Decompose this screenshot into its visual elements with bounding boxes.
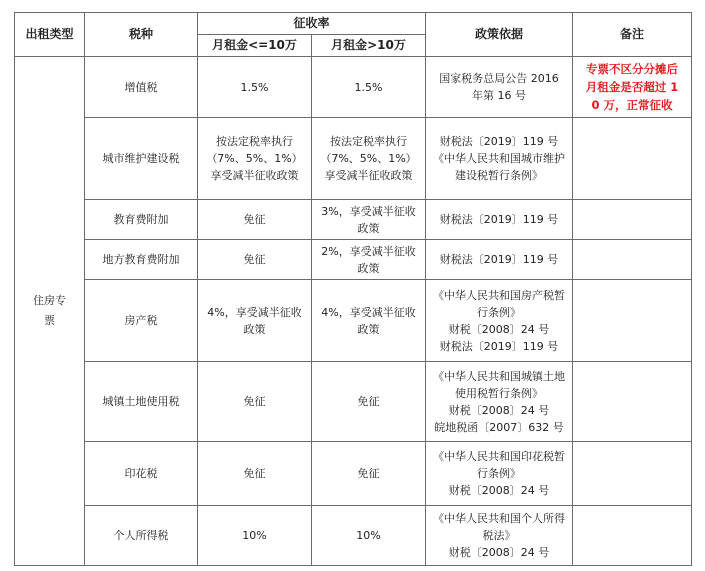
basis-line: 《中华人民共和国房产税暂行条例》 [433,288,566,319]
header-rate: 征收率 [198,13,426,35]
basis-cell [426,506,573,566]
rate-low-cell: 免征 [198,200,312,240]
basis-line: 财税法〔2019〕119 号 [439,213,559,226]
basis-line: 《中华人民共和国印花税暂行条例》 [433,450,566,480]
rate-low-cell: 免征 [198,362,312,442]
header-rate-high: 月租金>10万 [312,35,426,57]
remark-empty-cell [573,442,692,506]
header-row [15,13,692,35]
rate-high-cell: 1.5% [312,57,426,118]
basis-cell [426,280,573,362]
rate-low-cell: 4%，享受减半征收政策 [198,280,312,362]
basis-line: 财税法〔2019〕119 号 [439,135,559,148]
basis-line: 《中华人民共和国城市维护建设税暂行条例》 [433,152,566,182]
basis-line: 财税〔2008〕24 号 [448,322,550,336]
header-tax-type: 税种 [85,13,198,57]
remark-empty-cell [573,506,692,566]
rate-high-cell: 10% [312,506,426,566]
basis-line: 财税〔2008〕24 号 [448,484,550,497]
header-rate-low: 月租金<=10万 [198,35,312,57]
header-remark: 备注 [573,13,692,57]
remark-empty-cell [573,118,692,200]
rate-high-cell: 按法定税率执行（7%、5%、1%）享受减半征收政策 [312,118,426,200]
table-row [15,57,692,118]
rate-high-cell: 免征 [312,442,426,506]
rate-low-cell: 免征 [198,240,312,280]
table-row [15,240,692,280]
remark-empty-cell [573,200,692,240]
basis-cell [426,57,573,118]
category-cell: 住房专票 [15,57,85,566]
rate-high-cell: 免征 [312,362,426,442]
tax-cell: 地方教育费附加 [85,240,198,280]
remark-cell: 专票不区分分摊后月租金是否超过 10 万，正常征收 [573,57,692,118]
basis-line: 皖地税函〔2007〕632 号 [434,420,564,434]
basis-cell [426,118,573,200]
rate-high-cell: 3%，享受减半征收政策 [312,200,426,240]
rate-high-cell: 2%，享受减半征收政策 [312,240,426,280]
tax-cell: 城镇土地使用税 [85,362,198,442]
tax-cell: 房产税 [85,280,198,362]
table-row [15,506,692,566]
basis-line: 财税〔2008〕24 号 [448,403,550,417]
rate-low-cell: 1.5% [198,57,312,118]
tax-cell: 印花税 [85,442,198,506]
remark-empty-cell [573,280,692,362]
basis-line: 财税法〔2019〕119 号 [439,253,559,266]
table-row [15,200,692,240]
basis-line: 财税〔2008〕24 号 [448,546,550,559]
rate-low-cell: 免征 [198,442,312,506]
basis-cell [426,240,573,280]
tax-cell: 个人所得税 [85,506,198,566]
rate-low-cell: 10% [198,506,312,566]
rate-low-cell: 按法定税率执行（7%、5%、1%）享受减半征收政策 [198,118,312,200]
table-row [15,280,692,362]
basis-cell [426,362,573,442]
basis-cell [426,442,573,506]
remark-empty-cell [573,362,692,442]
basis-line: 国家税务总局公告 2016 年第 16 号 [439,72,559,102]
table-row [15,442,692,506]
tax-cell: 城市维护建设税 [85,118,198,200]
basis-line: 财税法〔2019〕119 号 [439,339,559,353]
tax-cell: 增值税 [85,57,198,118]
basis-line: 《中华人民共和国个人所得税法》 [433,512,566,542]
basis-line: 《中华人民共和国城镇土地使用税暂行条例》 [433,369,566,400]
header-rental-type: 出租类型 [15,13,85,57]
tax-table [14,12,692,566]
remark-empty-cell [573,240,692,280]
table-row [15,362,692,442]
tax-cell: 教育费附加 [85,200,198,240]
table-row [15,118,692,200]
rate-high-cell: 4%，享受减半征收政策 [312,280,426,362]
header-basis: 政策依据 [426,13,573,57]
basis-cell [426,200,573,240]
